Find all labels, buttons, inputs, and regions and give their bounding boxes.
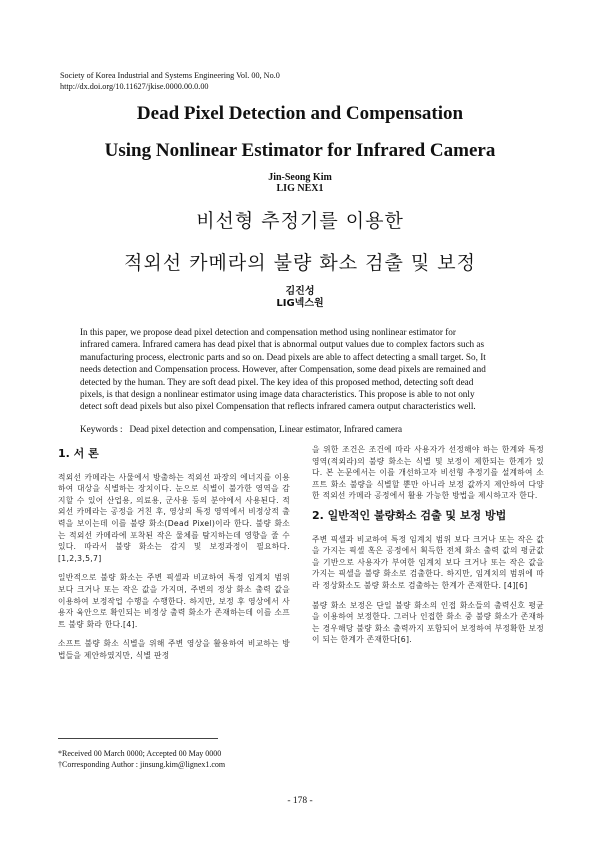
paragraph: 일반적으로 불량 화소는 주변 픽셀과 비교하여 특정 임계치 범위 보다 크거나 또는 작은 값을 가지며, 주변의 정상 화소 출력 값을 이용하여 보정작업 수행을 수행한다. 하지만, 보정 후 영상에서 사용자 육안으로 확인되는 비정상 출력 화소가 존재하는데 이를 소프트 불량 화라 한다.[4]. — [58, 573, 290, 629]
english-title-line-2: Using Nonlinear Estimator for Infrared Camera — [104, 140, 496, 161]
received-note: *Received 00 March 0000; Accepted 00 May 0000 — [58, 749, 222, 758]
abstract-line: needs detection and Compensation process. However, after Compensation, some dead pixels are remained and — [80, 364, 486, 375]
journal-doi: http://dx.doi.org/10.11627/jkise.0000.00.0.00 — [60, 82, 209, 91]
journal-citation: Society of Korea Industrial and Systems Engineering Vol. 00, No.0 — [60, 71, 280, 80]
paragraph: 불량 화소 보정은 단일 불량 화소의 인접 화소들의 출력신호 평균을 이용하여 보정한다. 그러나 인접한 화소 중 불량 화소가 존재하는 경우해당 불량 화소 출력까지 포함되어 보정하여 부정확한 보정이 되는 한계가 존재한다[6]. — [312, 600, 544, 645]
abstract-line: detected by the human. They are soft dead pixel. The key idea of this proposed method, detecting soft dead — [80, 376, 474, 387]
section-2-heading: 2. 일반적인 불량화소 검출 및 보정 방법 — [312, 508, 507, 522]
keywords — [80, 424, 402, 434]
korean-title-line-2: 적외선 카메라의 불량 화소 검출 및 보정 — [124, 252, 476, 274]
left-column — [58, 444, 290, 670]
abstract — [80, 326, 526, 413]
right-column — [312, 444, 544, 654]
english-author-affiliation: LIG NEX1 — [276, 183, 324, 194]
keywords-label: Keywords : — [80, 424, 123, 434]
paragraph: 주변 픽셀과 비교하여 특정 임계치 범위 보다 크거나 또는 작은 값을 가지는 픽셀 혹은 공정에서 획득한 전체 화소 출력 값의 평균값을 기반으로 사용자가 부여한 임계치 보다 크거나 또는 작은 값을 가지는 픽셀을 불량 화소로 검출한다. 하지만, 임계치의 범위에 따라 정상화소도 불량 화소로 검출하는 한계가 존재한다. [4][6] — [312, 534, 544, 590]
korean-author-affiliation: LIG넥스원 — [276, 298, 324, 309]
paragraph: 을 위한 조건은 조건에 따라 사용자가 선정해야 하는 한계와 특정 영역(적외라)의 불량 화소는 식별 및 보정이 제한되는 한계가 있다. 본 논문에서는 이를 개선하고자 비선형 추정기를 설계하여 소프트 화소 불량을 식별할 뿐만 아니라 보정 값까지 제안하여 다양한 적외선 카메라 공정에서 활용 가능한 방법을 제시하고자 한다. — [312, 445, 544, 501]
abstract-line: detect soft dead pixels but also pixel Compensation that reflects infrared camera output characteristics well. — [80, 401, 476, 412]
page-number: - 178 - — [287, 796, 313, 806]
footnote-divider — [58, 738, 218, 739]
abstract-line: infrared camera. Infrared camera has dead pixel that is abnormal output values due to complex factors such as — [80, 339, 485, 350]
section-1-heading: 1. 서 론 — [58, 447, 99, 460]
korean-author-name: 김진성 — [285, 286, 315, 297]
korean-title-line-1: 비선형 추정기를 이용한 — [196, 210, 404, 232]
corresponding-author-note: †Corresponding Author : jinsung.kim@lignex1.com — [58, 760, 226, 769]
abstract-line: manufacturing process, electronic parts and so on. Dead pixels are able to affect detecting a small target. So, It — [80, 351, 486, 362]
english-title-line-1: Dead Pixel Detection and Compensation — [136, 103, 464, 124]
abstract-line: In this paper, we propose dead pixel detection and compensation method using nonlinear estimator for — [80, 327, 456, 337]
english-author-name: Jin-Seong Kim — [268, 172, 332, 183]
keywords-value: Dead pixel detection and compensation, Linear estimator, Infrared camera — [129, 424, 403, 434]
paragraph: 적외선 카메라는 사물에서 방출하는 적외선 파장의 에너지를 이용하여 대상을 식별하는 장치이다. 눈으로 식별이 불가한 영역을 감지할 수 있어 산업용, 의료용, 군사용 등의 분야에서 사용된다. 적외선 카메라는 공정을 거친 후, 영상의 특정 영역에서 비정상적 출력을 보이는데 이를 불량 화소(Dead Pixel)이라 한다. 불량 화소는 적외선 카메라에 포착된 작은 물체를 탐지하는데 영향을 줄 수 있다. 따라서 불량 화소는 감지 및 보정과정이 필요하다.[1,2,3,5,7] — [58, 472, 290, 563]
journal-header — [60, 70, 280, 92]
abstract-line: pixels, is that design a nonlinear estimator using image data characteristics. This propose is able to not only — [80, 389, 475, 400]
paragraph: 소프트 불량 화소 식별을 위해 주변 영상을 활용하여 비교하는 방법들을 제안하였지만, 식별 판정 — [58, 639, 290, 660]
footnotes — [58, 748, 225, 770]
